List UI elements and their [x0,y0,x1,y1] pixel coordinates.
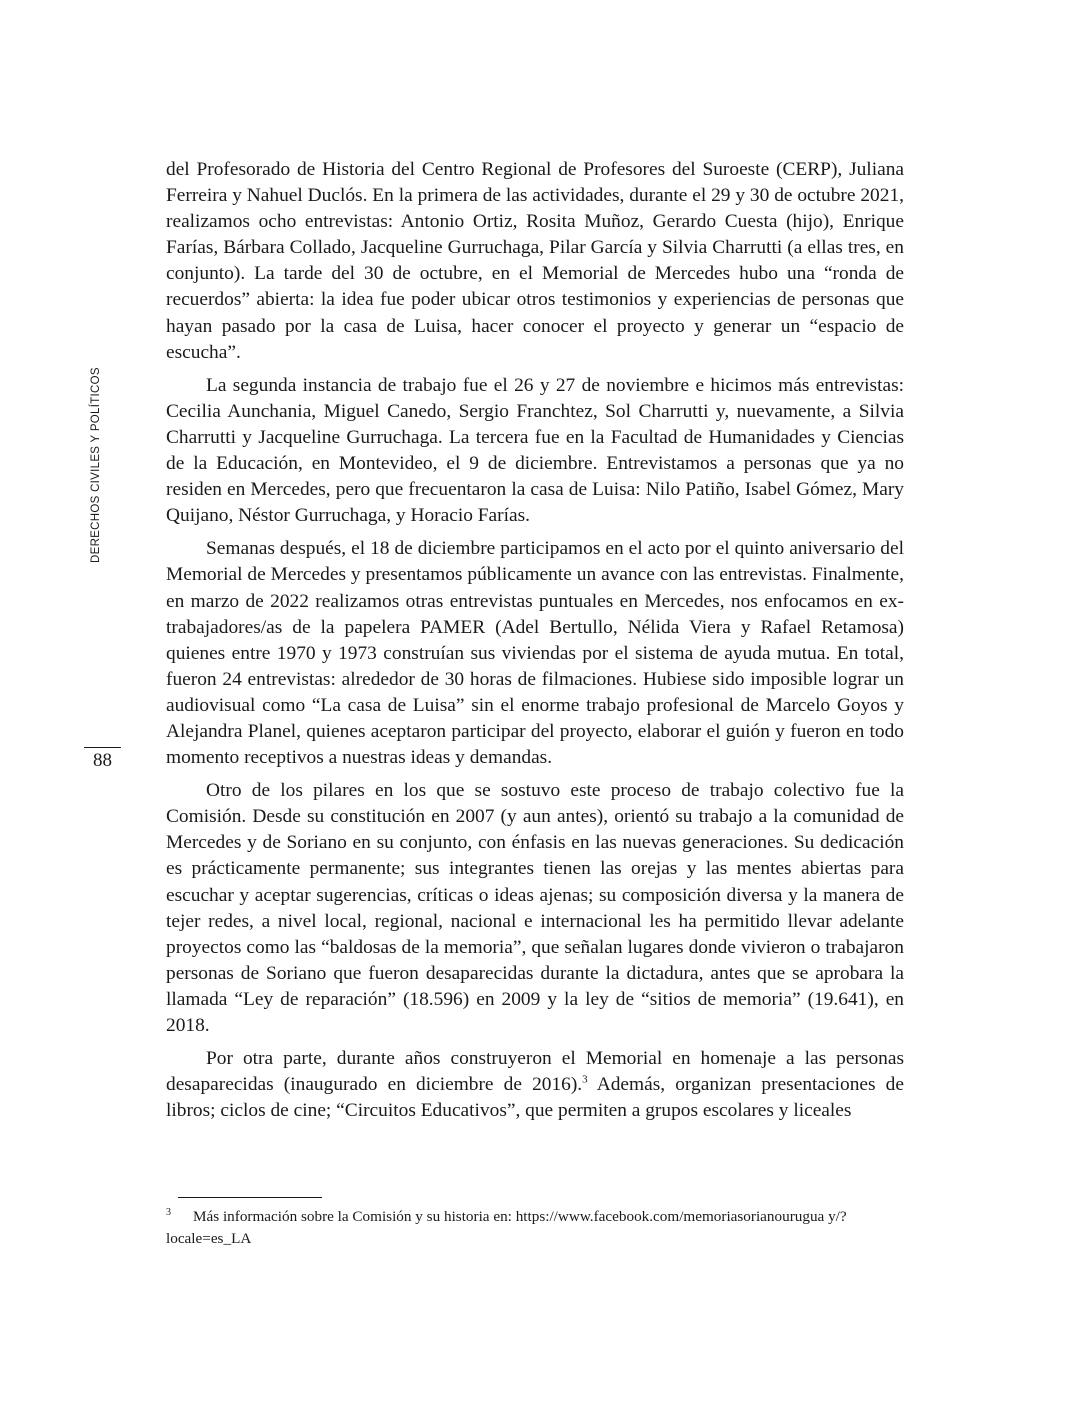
paragraph-1: del Profesorado de Historia del Centro Regional de Profesores del Suroeste (CERP), Juliana Ferreira y Nahuel Duclós. En la primera de las actividades, durante el 29 y 30 de octubre 2021, realizamos ocho entrevistas: Antonio Ortiz, Rosita Muñoz, Gerardo Cuesta (hijo), Enrique Farías, Bárbara Collado, Jacqueline Gurruchaga, Pilar García y Silvia Charrutti (a ellas tres, en conjunto). La tarde del 30 de octubre, en el Memorial de Mercedes hubo una “ronda de recuerdos” abierta: la idea fue poder ubicar otros testimonios y experiencias de personas que hayan pasado por la casa de Luisa, hacer conocer el proyecto y generar un “espacio de escucha”. [166,159,904,363]
footnote-text: Más información sobre la Comisión y su historia en: https://www.facebook.com/memoriasorianourugua y/?locale=es_LA [166,1208,847,1247]
footnote-reference[interactable]: 3 [582,1073,588,1086]
paragraph-5-end: Además, organizan presentaciones de libros; ciclos de cine; “Circuitos Educativos”, que permiten a grupos escolares y liceales [166,1074,904,1122]
page-number: 88 [93,750,112,771]
running-head: DERECHOS CIVILES Y POLÍTICOS [90,367,102,563]
body-text [166,157,904,1131]
paragraph-4: Otro de los pilares en los que se sostuvo este proceso de trabajo colectivo fue la Comisión. Desde su constitución en 2007 (y aun antes), orientó su trabajo a la comunidad de Mercedes y de Soriano en su conjunto, con énfasis en las nuevas generaciones. Su dedicación es prácticamente permanente; sus integrantes tienen las orejas y las mentes abiertas para escuchar y aceptar sugerencias, críticas o ideas ajenas; su composición diversa y la manera de tejer redes, a nivel local, regional, nacional e internacional les ha permitido llevar adelante proyectos como las “baldosas de la memoria”, que señalan lugares donde vivieron o trabajaron personas de Soriano que fueron desaparecidas durante la dictadura, antes que se aprobara la llamada “Ley de reparación” (18.596) en 2009 y la ley de “sitios de memoria” (19.641), en 2018. [166,780,904,1036]
paragraph-5-start: Por otra parte, durante años construyeron el Memorial en homenaje a las personas desaparecidas (inaugurado en diciembre de 2016). [166,1048,904,1096]
paragraph-5 [166,1046,904,1124]
footnote: 3 Más información sobre la Comisión y su historia en: https://www.facebook.com/memoriasorianourugua y/?locale=es_LA [166,1206,847,1247]
paragraph-2: La segunda instancia de trabajo fue el 26 y 27 de noviembre e hicimos más entrevistas: Cecilia Aunchania, Miguel Canedo, Sergio Franchtez, Sol Charrutti y, nuevamente, a Silvia Charrutti y Jacqueline Gurruchaga. La tercera fue en la Facultad de Humanidades y Ciencias de la Educación, en Montevideo, el 9 de diciembre. Entrevistamos a personas que ya no residen en Mercedes, pero que frecuentaron la casa de Luisa: Nilo Patiño, Isabel Gómez, Mary Quijano, Néstor Gurruchaga, y Horacio Farías. [166,374,904,527]
page-number-rule [84,747,121,748]
paragraph-3: Semanas después, el 18 de diciembre participamos en el acto por el quinto aniversario del Memorial de Mercedes y presentamos públicamente un avance con las entrevistas. Finalmente, en marzo de 2022 realizamos otras entrevistas puntuales en Mercedes, nos enfocamos en ex-trabajadores/as de la papelera PAMER (Adel Bertullo, Nélida Viera y Rafael Retamosa) quienes entre 1970 y 1973 construían sus viviendas por el sistema de ayuda mutua. En total, fueron 24 entrevistas: alrededor de 30 horas de filmaciones. Hubiese sido imposible lograr un audiovisual como “La casa de Luisa” sin el enorme trabajo profesional de Marcelo Goyos y Alejandra Planel, quienes aceptaron participar del proyecto, elaborar el guión y fueron en todo momento receptivos a nuestras ideas y demandas. [166,538,904,769]
footnote-separator [178,1197,322,1198]
